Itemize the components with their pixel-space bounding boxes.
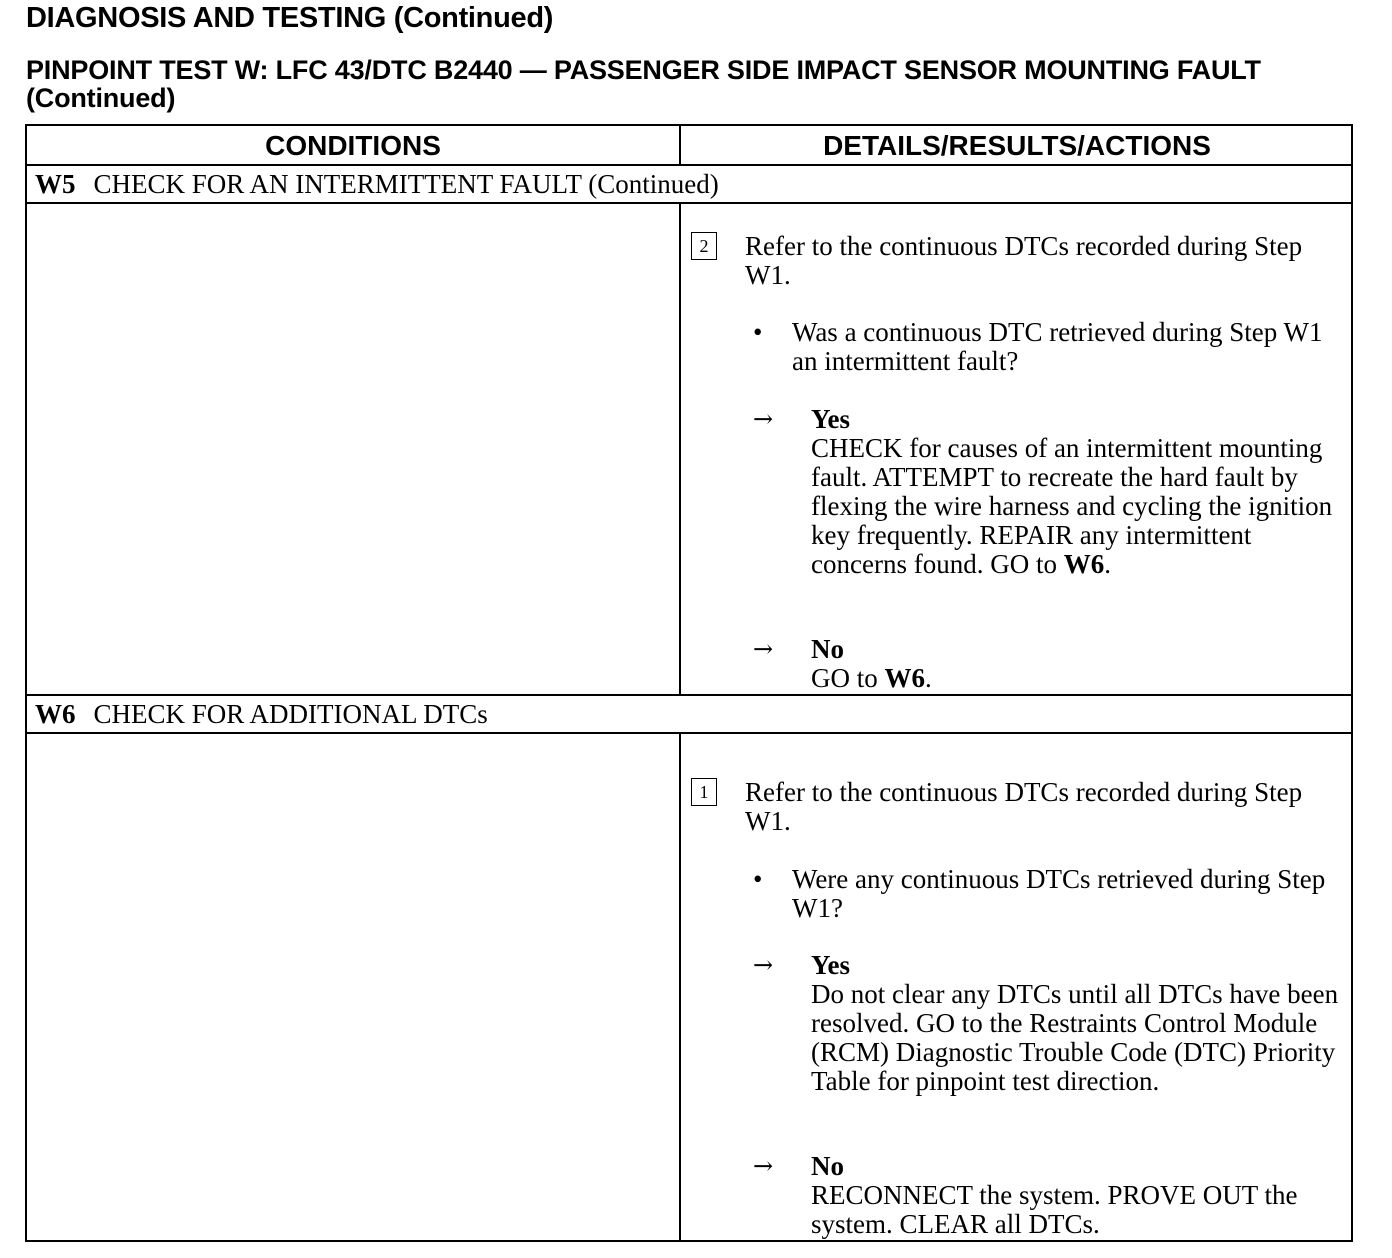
bullet: • [753,317,763,347]
column-divider [679,732,681,1242]
answer-yes [811,405,1351,579]
go-to-reference: W6 [1063,549,1105,579]
substep-instruction: Refer to the continuous DTCs recorded during Step W1. [745,777,1303,836]
answer-no [811,1152,1351,1239]
step-title: CHECK FOR ADDITIONAL DTCs [93,699,488,729]
bullet: • [753,864,763,894]
step-header-w5 [35,167,719,201]
arrow-right-icon: → [753,635,774,663]
step-id: W6 [35,699,76,729]
step-title: CHECK FOR AN INTERMITTENT FAULT (Continued) [93,169,719,199]
divider [27,694,1351,696]
divider [27,202,1351,204]
arrow-right-icon: → [753,1152,774,1180]
divider [27,732,1351,734]
answer-text: RECONNECT the system. PROVE OUT the system. CLEAR all DTCs. [811,1180,1298,1239]
answer-label: No [811,1151,844,1181]
pinpoint-test-table [25,124,1353,1242]
answer-label: No [811,634,844,664]
answer-yes [811,951,1351,1096]
punctuation: . [1104,549,1111,579]
answer-text: GO to [811,663,878,693]
column-header-conditions: CONDITIONS [265,130,441,161]
substep-number-box: 2 [691,232,717,260]
question-text: Was a continuous DTC retrieved during Step W1 an intermittent fault? [792,317,1323,376]
step-header-w6 [35,697,488,731]
question-text: Were any continuous DTCs retrieved during Step W1? [792,864,1326,923]
divider [27,164,1351,166]
column-divider [679,202,681,694]
substep-instruction: Refer to the continuous DTCs recorded during Step W1. [745,231,1303,290]
answer-label: Yes [811,404,850,434]
column-header-details: DETAILS/RESULTS/ACTIONS [823,130,1211,161]
step-id: W5 [35,169,76,199]
answer-text: CHECK for causes of an intermittent mounting fault. ATTEMPT to recreate the hard fault by flexing the wire harness and cycling the ignition key frequently. REPAIR any intermittent concerns found. GO to [811,433,1333,579]
go-to-reference: W6 [884,663,925,693]
arrow-right-icon: → [753,951,774,979]
arrow-right-icon: → [753,405,774,433]
pinpoint-test-title: PINPOINT TEST W: LFC 43/DTC B2440 — PASSENGER SIDE IMPACT SENSOR MOUNTING FAULT (Continued) [26,55,1261,113]
answer-label: Yes [811,950,850,980]
substep-number-box: 1 [691,778,717,806]
answer-no [811,635,1351,693]
column-divider [679,126,681,164]
answer-text: Do not clear any DTCs until all DTCs have been resolved. GO to the Restraints Control Module (RCM) Diagnostic Trouble Code (DTC) Priority Table for pinpoint test direction. [811,979,1339,1096]
punctuation: . [925,663,932,693]
page-title: DIAGNOSIS AND TESTING (Continued) [26,2,554,34]
